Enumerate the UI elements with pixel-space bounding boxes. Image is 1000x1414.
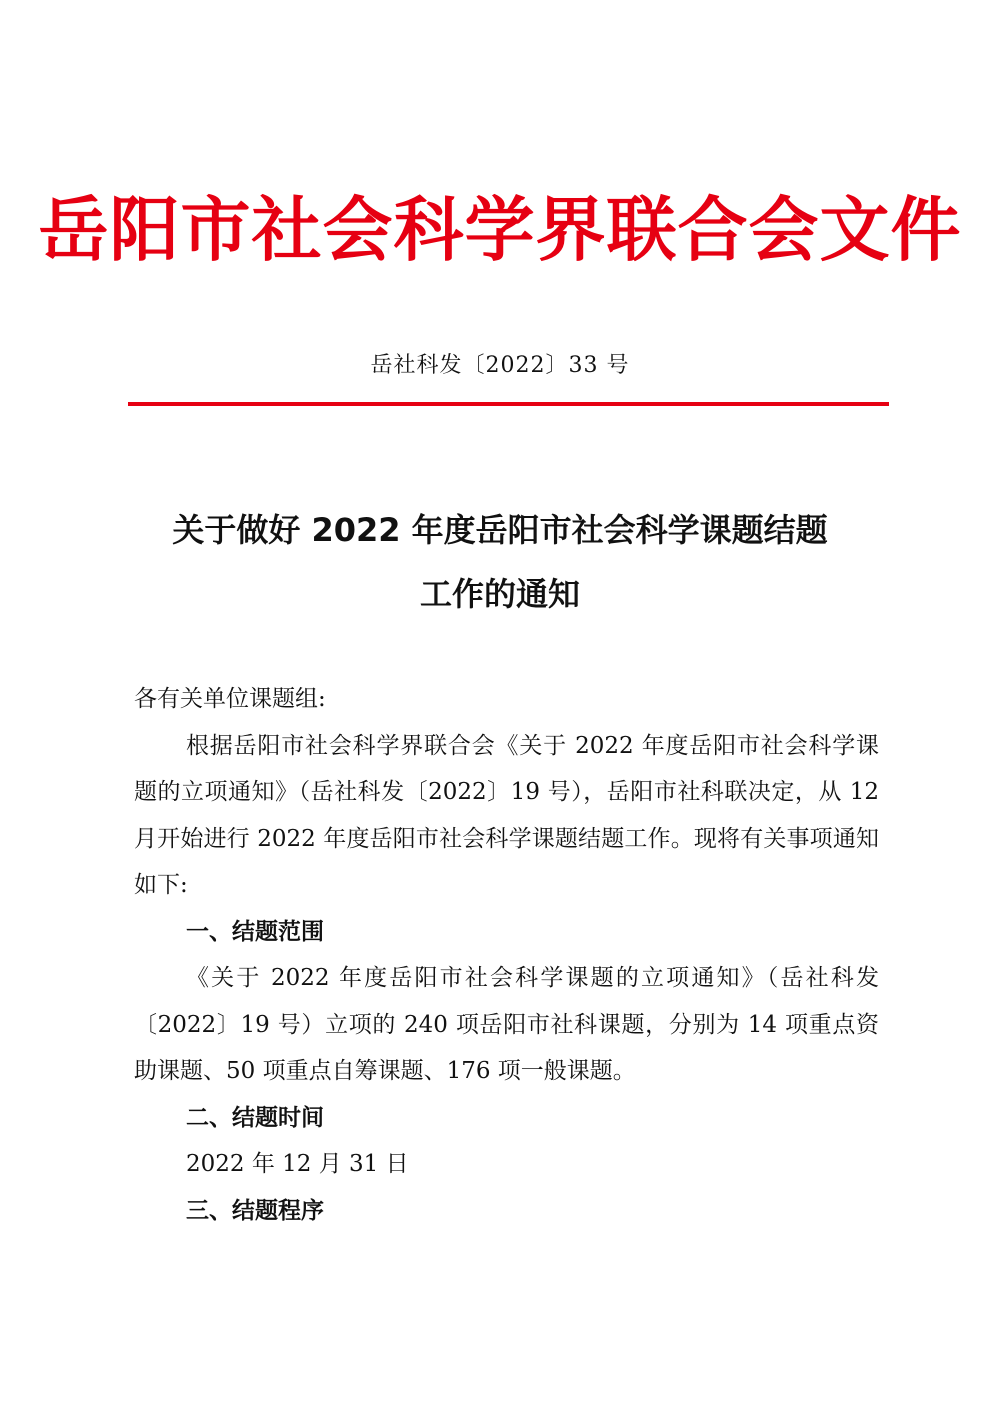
notice-title-line-1: 关于做好 2022 年度岳阳市社会科学课题结题 [172,511,828,549]
red-divider [128,402,889,406]
notice-title-line-2: 工作的通知 [419,575,580,613]
intro-paragraph: 根据岳阳市社会科学界联合会《关于 2022 年度岳阳市社会科学课题的立项通知》（岳社科发〔2022〕19 号），岳阳市社科联决定，从 12 月开始进行 2022 年度岳阳市社会科学课题结题工作。现将有关事项通知如下: [134,732,879,898]
document-number: 岳社科发〔2022〕33 号 [370,353,630,378]
section-text-scope: 《关于 2022 年度岳阳市社会科学课题的立项通知》（岳社科发〔2022〕19 号）立项的 240 项岳阳市社科课题，分别为 14 项重点资助课题、50 项重点自筹课题、176 项一般课题。 [134,965,879,1084]
section-text-time: 2022 年 12 月 31 日 [186,1151,409,1177]
salutation: 各有关单位课题组: [134,686,326,712]
notice-title [0,498,1000,626]
letterhead-title: 岳阳市社会科学界联合会文件 [38,189,962,271]
section-heading-time: 二、结题时间 [186,1104,324,1131]
section-heading-scope: 一、结题范围 [186,918,324,945]
section-heading-procedure: 三、结题程序 [186,1197,324,1224]
notice-body [134,676,879,1234]
